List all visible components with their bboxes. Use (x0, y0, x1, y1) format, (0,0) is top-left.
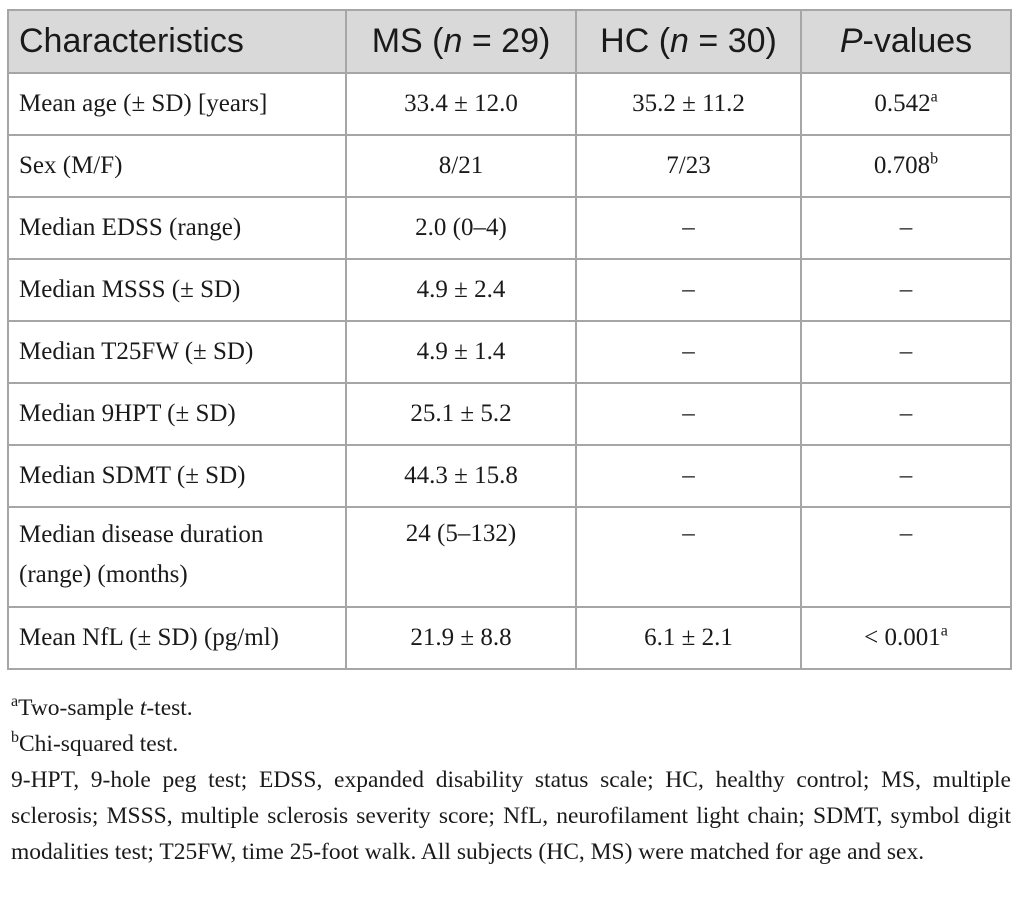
p-value-text: 0.708 (873, 152, 931, 179)
p-value-footnote-mark: a (940, 622, 948, 640)
row-label: Mean NfL (± SD) (pg/ml) (8, 607, 346, 669)
header-ms-prefix: MS ( (371, 22, 444, 60)
row-label: Median 9HPT (± SD) (8, 383, 346, 445)
row-label: Sex (M/F) (8, 135, 346, 197)
row-label-line-2: (range) (months) (19, 561, 188, 588)
p-value-text: 0.542 (874, 90, 931, 117)
header-hc (576, 10, 801, 73)
footnote-b-text: Chi-squared test. (19, 731, 179, 757)
hc-value: 6.1 ± 2.1 (576, 607, 801, 669)
hc-value: – (576, 507, 801, 607)
row-label: Median MSSS (± SD) (8, 259, 346, 321)
row-label: Median T25FW (± SD) (8, 321, 346, 383)
p-value: – (801, 445, 1011, 507)
hc-value: – (576, 383, 801, 445)
footnote-a-mark: a (11, 693, 19, 711)
p-value-text: < 0.001 (864, 624, 941, 651)
p-value (801, 135, 1011, 197)
row-label (8, 507, 346, 607)
table-header (8, 10, 1011, 73)
row-label: Mean age (± SD) [years] (8, 73, 346, 135)
p-value-footnote-mark: a (930, 88, 938, 106)
table-row (8, 607, 1011, 669)
table-row (8, 135, 1011, 197)
p-value: – (801, 507, 1011, 607)
footnote-a-pre: Two-sample (18, 695, 140, 721)
header-ms-suffix: = 29) (462, 22, 551, 60)
footnote-a-italic: t (139, 695, 147, 721)
hc-value: – (576, 197, 801, 259)
ms-value: 4.9 ± 2.4 (346, 259, 576, 321)
ms-value: 2.0 (0–4) (346, 197, 576, 259)
header-ms-n: n (443, 22, 463, 60)
hc-value: 7/23 (576, 135, 801, 197)
p-value: – (801, 383, 1011, 445)
header-p-values (801, 10, 1011, 73)
header-p-rest: -values (862, 22, 973, 60)
p-value: – (801, 197, 1011, 259)
hc-value: – (576, 445, 801, 507)
table-row (8, 197, 1011, 259)
p-value-footnote-mark: b (930, 150, 939, 168)
table-body (8, 73, 1011, 669)
table-row (8, 507, 1011, 607)
ms-value: 4.9 ± 1.4 (346, 321, 576, 383)
header-hc-prefix: HC ( (600, 22, 671, 60)
table-row (8, 73, 1011, 135)
header-hc-suffix: = 30) (688, 22, 777, 60)
characteristics-table (7, 9, 1012, 670)
ms-value: 8/21 (346, 135, 576, 197)
header-ms (346, 10, 576, 73)
header-row (8, 10, 1011, 73)
table-footnotes (11, 690, 1011, 870)
table-row (8, 259, 1011, 321)
table-row (8, 383, 1011, 445)
ms-value: 24 (5–132) (346, 507, 576, 607)
header-p-italic: P (839, 22, 863, 60)
ms-value: 25.1 ± 5.2 (346, 383, 576, 445)
row-label: Median SDMT (± SD) (8, 445, 346, 507)
row-label: Median EDSS (range) (8, 197, 346, 259)
footnote-b-mark: b (11, 729, 19, 747)
p-value: – (801, 259, 1011, 321)
header-hc-n: n (670, 22, 689, 60)
table-row (8, 321, 1011, 383)
row-label-line-1: Median disease duration (19, 521, 264, 548)
p-value (801, 73, 1011, 135)
ms-value: 33.4 ± 12.0 (346, 73, 576, 135)
footnote-a-post: -test. (146, 695, 193, 721)
p-value: – (801, 321, 1011, 383)
hc-value: – (576, 321, 801, 383)
hc-value: 35.2 ± 11.2 (576, 73, 801, 135)
hc-value: – (576, 259, 801, 321)
ms-value: 21.9 ± 8.8 (346, 607, 576, 669)
table-row (8, 445, 1011, 507)
ms-value: 44.3 ± 15.8 (346, 445, 576, 507)
footnote-b (11, 726, 1011, 762)
header-characteristics: Characteristics (8, 10, 346, 73)
abbreviations-note: 9-HPT, 9-hole peg test; EDSS, expanded disability status scale; HC, healthy control; MS, multiple sclerosis; MSSS, multiple sclerosis severity score; NfL, neurofilament light chain; SDMT, symbol digit modalities test; T25FW, time 25-foot walk. All subjects (HC, MS) were matched for age and sex. (11, 767, 1011, 865)
p-value (801, 607, 1011, 669)
footnote-a (11, 690, 1011, 726)
